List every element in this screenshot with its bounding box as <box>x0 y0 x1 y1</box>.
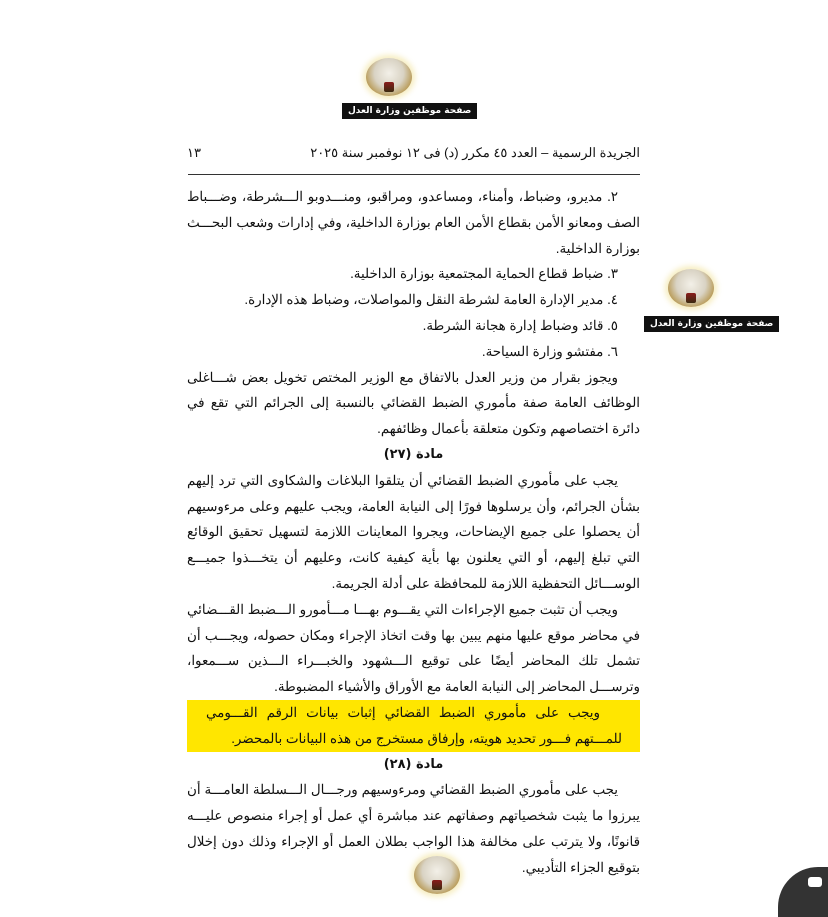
list-item-6: ٦. مفتشو وزارة السياحة. <box>481 343 618 359</box>
article-27-paragraph-3-highlighted: ويجب على مأموري الضبط القضائي إثبات بيانات الرقم القـــومي للمـــتهم فـــور تحديد هويته، وإرفاق مستخرج من هذه البيانات بالمحضر. <box>187 700 640 752</box>
ministry-seal-side <box>668 269 714 307</box>
list-item-4: ٤. مدير الإدارة العامة لشرطة النقل والمواصلات، وضباط هذه الإدارة. <box>244 292 618 308</box>
list-item-5: ٥. قائد وضباط إدارة هجانة الشرطة. <box>422 317 618 333</box>
floating-action-button[interactable] <box>778 867 828 917</box>
ministry-badge-side: صفحة موظفين وزارة العدل <box>644 316 779 332</box>
document-body <box>187 184 640 881</box>
ministry-seal-top <box>366 58 412 96</box>
article-27-paragraph-1: يجب على مأموري الضبط القضائي أن يتلقوا البلاغات والشكاوى التي ترد إليهم بشأن الجرائم، وأن يرسلوها فورًا إلى النيابة العامة، ويجب عليهم وعلى مرءوسيهم أن يحصلوا على جميع الإيضاحات، ويجروا المعاينات اللازمة لتسهيل تحقيق الوقائع التي تبلغ إليهم، أو التي يعلنون بها بأية كيفية كانت، وعليهم أن يتخـــذوا جميـــع الوســـائل التحفظية اللازمة للمحافظة على أدلة الجريمة. <box>187 472 640 591</box>
paragraph-delegation: ويجوز بقرار من وزير العدل بالاتفاق مع الوزير المختص تخويل بعض شـــاغلى الوظائف العامة صفة مأموري الضبط القضائي بالنسبة إلى الجرائم التي تقع في دائرة اختصاصهم وتكون متعلقة بأعمال وظائفهم. <box>187 369 640 437</box>
list-item-3: ٣. ضباط قطاع الحماية المجتمعية بوزارة الداخلية. <box>350 266 618 282</box>
article-27-heading: مادة (٢٧) <box>383 446 444 462</box>
list-item-2: ٢. مديرو، وضباط، وأمناء، ومساعدو، ومراقبو، ومنـــدوبو الـــشرطة، وضـــباط الصف ومعانو الأمن بقطاع الأمن العام بوزارة الداخلية، وفي إدارات وشعب البحـــث بوزارة الداخلية. <box>187 189 640 256</box>
article-27-paragraph-2: ويجب أن تثبت جميع الإجراءات التي يقـــوم بهـــا مـــأمورو الـــضبط القـــضائي في محاضر موقع عليها منهم يبين بها وقت اتخاذ الإجراء ومكان حصوله، ويجـــب أن تشمل تلك المحاضر أيضًا على توقيع الـــشهود والخبـــراء الـــذين ســـمعوا، وترســـل المحاضر إلى النيابة العامة مع الأوراق والأشياء المضبوطة. <box>187 601 640 695</box>
page-number: ١٣ <box>187 145 201 160</box>
ministry-seal-bottom <box>414 856 460 894</box>
header-divider <box>188 174 640 175</box>
ministry-badge-top: صفحة موظفين وزارة العدل <box>342 103 477 119</box>
article-28-heading: مادة (٢٨) <box>383 756 444 772</box>
page-header <box>187 145 640 161</box>
article-28-paragraph-1: يجب على مأموري الضبط القضائي ومرءوسيهم ورجـــال الـــسلطة العامـــة أن يبرزوا ما يثبت شخصياتهم وصفاتهم عند مباشرة أي عمل أو إجراء منصوص عليـــه قانونًا، ولا يترتب على مخالفة هذا الواجب بطلان العمل أو الإجراء وذلك دون إخلال بتوقيع الجزاء التأديبي. <box>187 782 640 875</box>
gazette-title: الجريدة الرسمية – العدد ٤٥ مكرر (د) فى ١٢ نوفمبر سنة ٢٠٢٥ <box>310 145 640 160</box>
